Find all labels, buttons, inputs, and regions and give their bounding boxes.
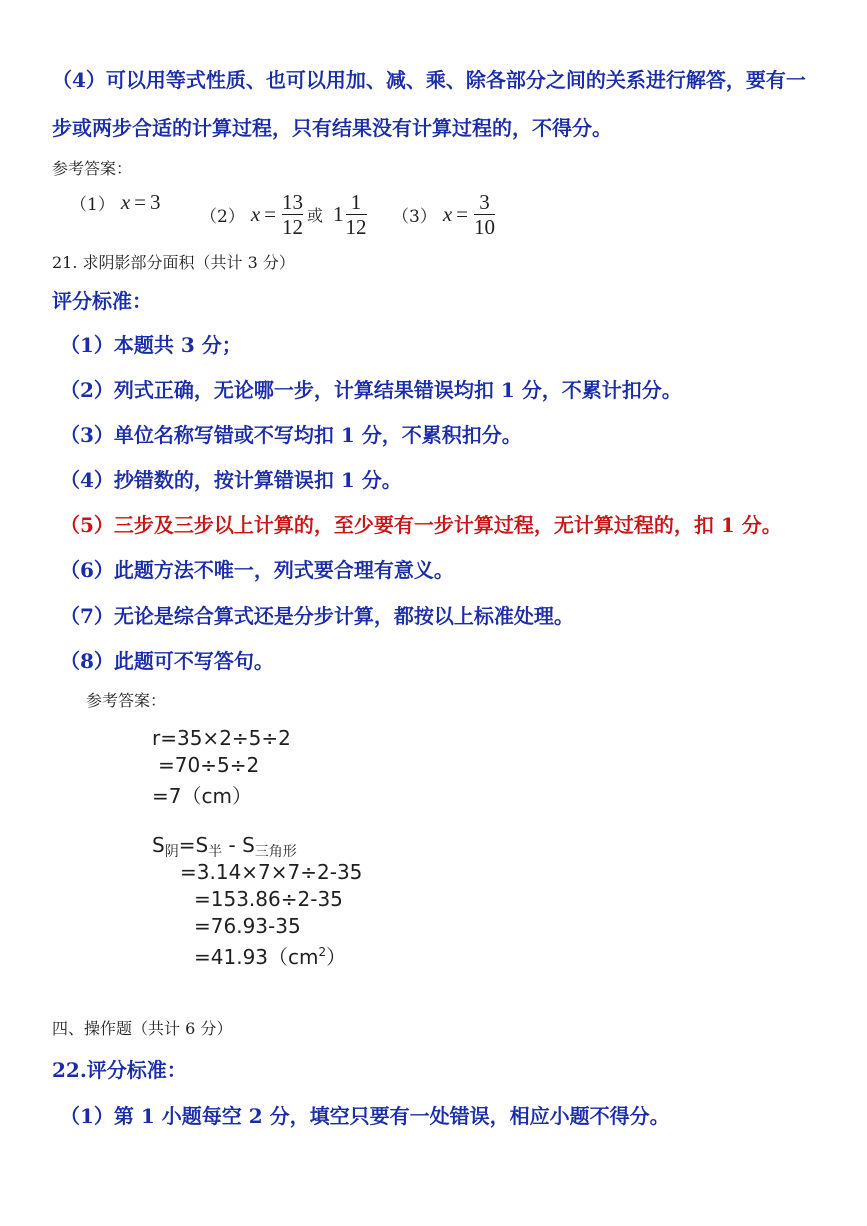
q22-criteria-label: 22.评分标准：: [52, 1058, 187, 1082]
q21-rule-4: （4）抄错数的，按计算错误扣 1 分。: [60, 468, 402, 492]
q21-criteria-label: 评分标准：: [52, 289, 152, 313]
q21-rule-3: （3）单位名称写错或不写均扣 1 分，不累积扣分。: [60, 423, 522, 447]
q21-rule-8: （8）此题可不写答句。: [60, 649, 274, 673]
reference-answer-label: 参考答案：: [52, 159, 133, 178]
answer-1-equals: =: [134, 190, 146, 214]
q21-rule-7: （7）无论是综合算式还是分步计算，都按以上标准处理。: [60, 604, 574, 628]
answer-1-variable: x: [120, 190, 131, 214]
calc-radius-line-3: =7（cm）: [152, 784, 252, 808]
calc-radius-line-1: r=35×2÷5÷2: [152, 726, 291, 750]
answer-1-label: （1）: [70, 195, 115, 215]
q21-reference-label: 参考答案：: [86, 691, 167, 710]
question-21-title: 21. 求阴影部分面积（共计 3 分）: [52, 253, 295, 272]
rule-4-line-2: 步或两步合适的计算过程，只有结果没有计算过程的，不得分。: [52, 116, 612, 140]
answer-2-or: 或: [307, 206, 324, 225]
q21-rule-1: （1）本题共 3 分；: [60, 333, 242, 357]
q22-rule-1: （1）第 1 小题每空 2 分，填空只要有一处错误，相应小题不得分。: [60, 1104, 670, 1128]
calc-area-line-4: =76.93-35: [194, 914, 301, 938]
answer-3: [392, 190, 497, 239]
q21-rule-2: （2）列式正确，无论哪一步，计算结果错误均扣 1 分，不累计扣分。: [60, 378, 682, 402]
calc-area-line-5: $=41.93(cm^2)$: [194, 945, 347, 969]
q21-rule-6: （6）此题方法不唯一，列式要合理有意义。: [60, 558, 454, 582]
section-4-title: 四、操作题（共计 6 分）: [52, 1019, 233, 1038]
answer-2-fraction: $\frac{13}{12}$: [282, 190, 303, 239]
answer-2: [200, 190, 369, 239]
rule-4-line-1: （4）可以用等式性质、也可以用加、减、乘、除各部分之间的关系进行解答，要有一: [52, 68, 806, 92]
calc-area-formula: $S_阴=S_半 - S_{三角形}$: [152, 833, 297, 860]
answer-3-fraction: $\frac{3}{10}$: [474, 190, 495, 239]
answer-3-label: （3）: [392, 207, 437, 227]
answer-2-variable: x: [250, 202, 261, 226]
q21-rule-5: （5）三步及三步以上计算的，至少要有一步计算过程，无计算过程的，扣 1 分。: [60, 513, 782, 537]
answer-2-mixed-fraction: $\frac{1}{12}$: [345, 190, 367, 239]
calc-area-line-2: =3.14×7×7÷2-35: [180, 860, 363, 884]
answer-3-variable: x: [442, 202, 453, 226]
answer-2-equals: =: [264, 202, 276, 226]
calc-area-line-3: =153.86÷2-35: [194, 887, 343, 911]
answer-3-equals: =: [456, 202, 468, 226]
answer-1-value: 3: [150, 190, 161, 214]
answer-2-whole: 1: [333, 202, 344, 226]
calc-radius-line-2: =70÷5÷2: [158, 753, 260, 777]
answer-1: [70, 190, 161, 215]
answer-2-label: （2）: [200, 207, 245, 227]
